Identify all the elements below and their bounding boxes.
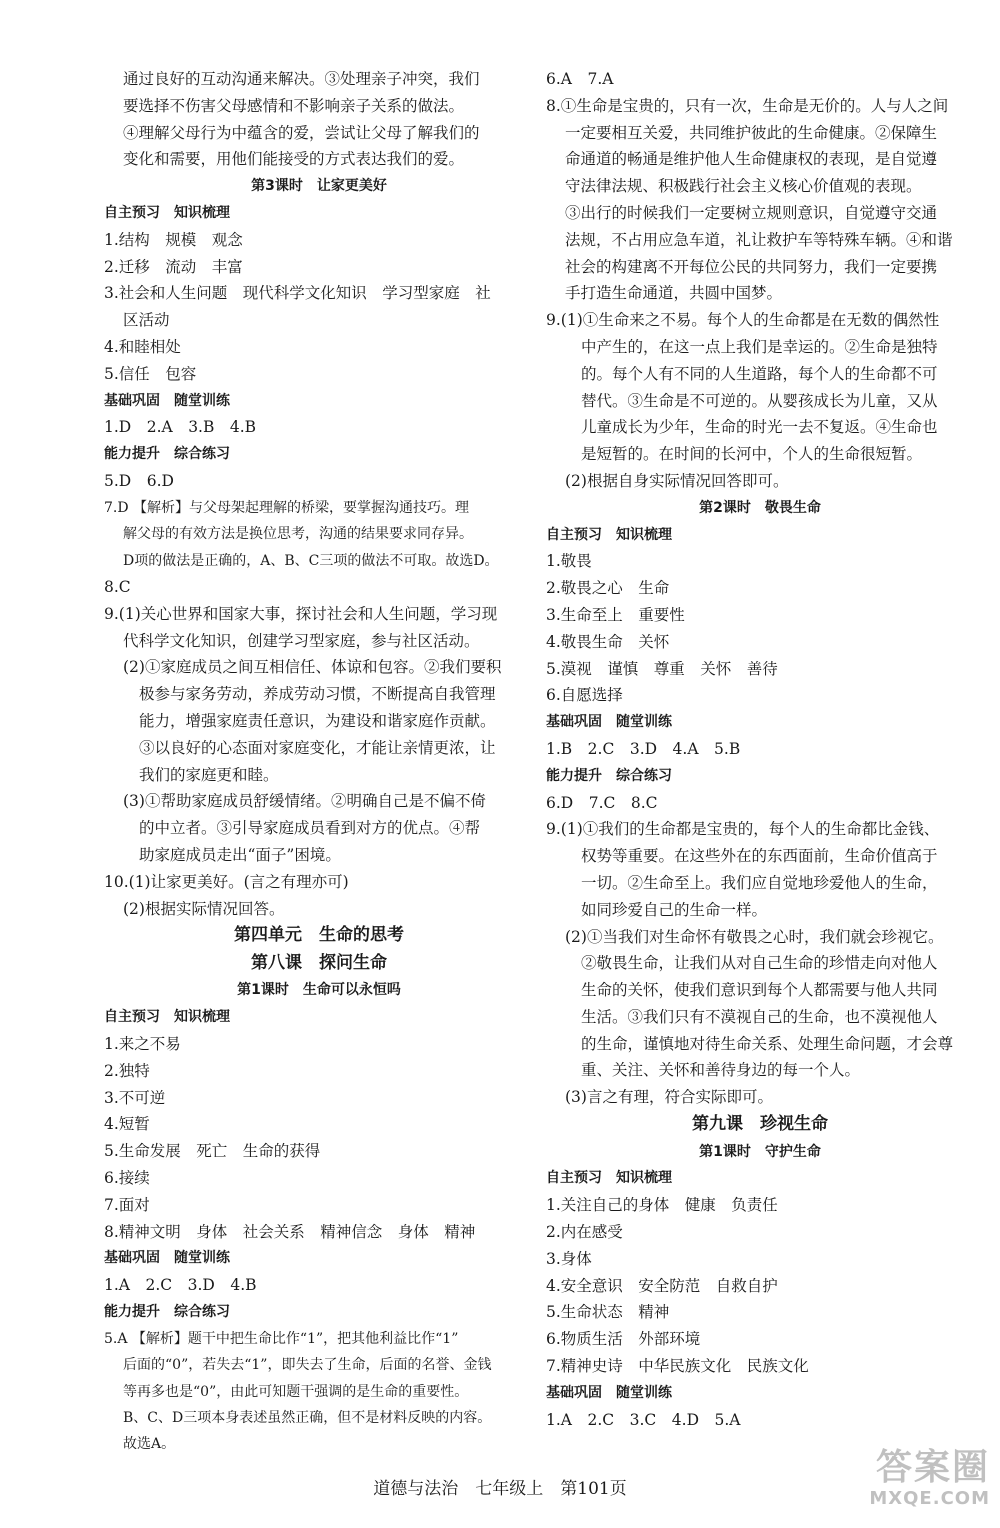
answer-line: 5.生命发展 死亡 生命的获得 (104, 1142, 321, 1161)
answer-line: 的中立者。③引导家庭成员看到对方的优点。④帮 (139, 819, 481, 838)
answer-line: 故选A。 (123, 1436, 176, 1453)
section-heading: 自主预习 知识梳理 (104, 1009, 230, 1026)
answer-line: B、C、D三项本身表述虽然正确，但不是材料反映的内容。 (123, 1409, 492, 1426)
section-title: 第2课时 敬畏生命 (699, 499, 821, 516)
section-heading: 自主预习 知识梳理 (546, 526, 672, 543)
answer-line: 1.关注自己的身体 健康 负责任 (546, 1196, 778, 1215)
watermark-url: MXQE.COM (869, 1488, 990, 1509)
answer-line: 3.社会和人生问题 现代科学文化知识 学习型家庭 社 (104, 284, 491, 303)
answer-line: 8.精神文明 身体 社会关系 精神信念 身体 精神 (104, 1222, 476, 1241)
section-title: 第1课时 生命可以永恒吗 (237, 982, 401, 999)
section-heading: 基础巩固 随堂训练 (546, 1384, 672, 1401)
answer-line: ③以良好的心态面对家庭变化，才能让亲情更浓，让 (139, 738, 496, 757)
answer-line: 生活。③我们只有不漠视自己的生命，也不漠视他人 (581, 1007, 938, 1026)
section-heading: 自主预习 知识梳理 (104, 204, 230, 221)
answer-line: 如同珍爱自己的生命一样。 (581, 900, 768, 919)
answer-line: D项的做法是正确的，A、B、C三项的做法不可取。故选D。 (123, 552, 499, 569)
answer-line: 1.A 2.C 3.D 4.B (104, 1276, 257, 1295)
section-heading: 能力提升 综合练习 (104, 446, 230, 463)
answer-line: 8.①生命是宝贵的，只有一次，生命是无价的。人与人之间 (546, 96, 949, 115)
answer-line: ②敬畏生命，让我们从对自己生命的珍惜走向对他人 (581, 954, 938, 973)
answer-line: 助家庭成员走出“面子”困境。 (139, 845, 341, 864)
answer-line: 9.(1)①我们的生命都是宝贵的，每个人的生命都比金钱、 (546, 820, 940, 839)
answer-line: 2.敬畏之心 生命 (546, 579, 670, 598)
section-heading: 基础巩固 随堂训练 (546, 714, 672, 731)
answer-line: 等再多也是“0”，由此可知题干强调的是生命的重要性。 (123, 1383, 469, 1400)
answer-line: 4.和睦相处 (104, 337, 181, 356)
answer-line: ④理解父母行为中蕴含的爱，尝试让父母了解我们的 (123, 123, 480, 142)
answer-line: 替代。③生命是不可逆的。从婴孩成长为儿童，又从 (581, 391, 938, 410)
answer-line: 9.(1)关心世界和国家大事，探讨社会和人生问题，学习现 (104, 604, 498, 623)
answer-line: 中产生的，在这一点上我们是幸运的。②生命是独特 (581, 337, 938, 356)
answer-line: 变化和需要，用他们能接受的方式表达我们的爱。 (123, 150, 465, 169)
answer-line: 10.(1)让家更美好。(言之有理亦可) (104, 872, 349, 891)
answer-line: 能力，增强家庭责任意识，为建设和谐家庭作贡献。 (139, 711, 496, 730)
answer-line: 生命的关怀，使我们意识到每个人都需要与他人共同 (581, 981, 938, 1000)
answer-line: 代科学文化知识，创建学习型家庭，参与社区活动。 (123, 631, 480, 650)
answer-line: 2.迁移 流动 丰富 (104, 257, 243, 276)
answer-line: 5.A 【解析】题干中把生命比作“1”，把其他利益比作“1” (104, 1330, 459, 1347)
answer-line: 7.面对 (104, 1195, 150, 1214)
answer-line: 2.内在感受 (546, 1222, 623, 1241)
answer-line: 社会的构建离不开每位公民的共同努力，我们一定要携 (565, 257, 938, 276)
answer-line: 儿童成长为少年，生命的时光一去不复返。④生命也 (581, 418, 938, 437)
answer-line: 1.结构 规模 观念 (104, 230, 243, 249)
answer-line: 5.生命状态 精神 (546, 1303, 670, 1322)
answer-line: 1.来之不易 (104, 1034, 181, 1053)
answer-line: 8.C (104, 577, 131, 596)
section-title: 第九课 珍视生命 (692, 1114, 828, 1135)
answer-line: 3.身体 (546, 1249, 592, 1268)
answer-line: 解父母的有效方法是换位思考，沟通的结果要求同存异。 (123, 526, 473, 543)
answer-line: 守法律法规、积极践行社会主义核心价值观的表现。 (565, 177, 922, 196)
section-heading: 能力提升 综合练习 (546, 767, 672, 784)
answer-line: 6.物质生活 外部环境 (546, 1330, 701, 1349)
answer-line: 一定要相互关爱，共同维护彼此的生命健康。②保障生 (565, 123, 938, 142)
answer-line: (3)①帮助家庭成员舒缓情绪。②明确自己是不偏不倚 (123, 792, 486, 811)
answer-line: 4.敬畏生命 关怀 (546, 632, 670, 651)
answer-line: ③出行的时候我们一定要树立规则意识，自觉遵守交通 (565, 203, 938, 222)
answer-line: 命通道的畅通是维护他人生命健康权的表现，是自觉遵 (565, 150, 938, 169)
answer-line: 手打造生命通道，共圆中国梦。 (565, 284, 783, 303)
answer-line: (2)根据自身实际情况回答即可。 (565, 471, 789, 490)
answer-line: 6.A 7.A (546, 70, 614, 88)
answer-line: 1.D 2.A 3.B 4.B (104, 418, 257, 437)
answer-line: 通过良好的互动沟通来解决。③处理亲子冲突，我们 (123, 70, 480, 88)
section-title: 第1课时 守护生命 (699, 1143, 821, 1160)
answer-line: 是短暂的。在时间的长河中，个人的生命很短暂。 (581, 445, 923, 464)
answer-line: 我们的家庭更和睦。 (139, 765, 279, 784)
answer-line: 6.自愿选择 (546, 686, 623, 705)
section-heading: 自主预习 知识梳理 (546, 1170, 672, 1187)
answer-line: 9.(1)①生命来之不易。每个人的生命都是在无数的偶然性 (546, 311, 940, 330)
answer-line: 4.短暂 (104, 1115, 150, 1134)
answer-line: 1.敬畏 (546, 552, 592, 571)
watermark-logo (830, 1448, 990, 1520)
answer-line: (2)①当我们对生命怀有敬畏之心时，我们就会珍视它。 (565, 927, 944, 946)
answer-line: 1.B 2.C 3.D 4.A 5.B (546, 739, 741, 758)
answer-line: 2.独特 (104, 1061, 150, 1080)
left-column (104, 66, 534, 1458)
answer-line: 3.不可逆 (104, 1088, 166, 1107)
answer-line: 的。每个人有不同的人生道路，每个人的生命都不可 (581, 364, 938, 383)
section-title: 第四单元 生命的思考 (234, 925, 404, 946)
answer-line: 要选择不伤害父母感情和不影响亲子关系的做法。 (123, 96, 465, 115)
answer-line: 7.D 【解析】与父母架起理解的桥梁，要掌握沟通技巧。理 (104, 499, 470, 516)
answer-line: 5.漠视 谨慎 尊重 关怀 善待 (546, 659, 778, 678)
page-footer: 道德与法治 七年级上 第101页 (373, 1479, 627, 1499)
section-heading: 能力提升 综合练习 (104, 1303, 230, 1320)
answer-line: 重、关注、关怀和善待身边的每一个人。 (581, 1061, 861, 1080)
answer-line: (2)根据实际情况回答。 (123, 899, 285, 918)
answer-line: 1.A 2.C 3.C 4.D 5.A (546, 1410, 741, 1429)
section-heading: 基础巩固 随堂训练 (104, 1250, 230, 1267)
answer-line: (3)言之有理，符合实际即可。 (565, 1088, 773, 1107)
section-title: 第八课 探问生命 (251, 952, 387, 973)
answer-line: 的生命，谨慎地对待生命关系、处理生命问题，才会尊 (581, 1034, 954, 1053)
section-title: 第3课时 让家更美好 (251, 178, 387, 195)
answer-line: 6.接续 (104, 1168, 150, 1187)
answer-line: 7.精神史诗 中华民族文化 民族文化 (546, 1356, 809, 1375)
answer-line: (2)①家庭成员之间互相信任、体谅和包容。②我们要积 (123, 658, 502, 677)
answer-line: 4.安全意识 安全防范 自救自护 (546, 1276, 778, 1295)
answer-line: 5.信任 包容 (104, 364, 197, 383)
answer-line: 后面的“0”，若失去“1”，即失去了生命，后面的名誉、金钱 (123, 1357, 492, 1374)
answer-line: 一切。②生命至上。我们应自觉地珍爱他人的生命， (581, 873, 938, 892)
answer-line: 6.D 7.C 8.C (546, 793, 658, 812)
answer-line: 区活动 (123, 311, 170, 330)
answer-line: 5.D 6.D (104, 471, 174, 490)
right-column (546, 66, 974, 1433)
answer-line: 3.生命至上 重要性 (546, 605, 685, 624)
answer-line: 权势等重要。在这些外在的东西面前，生命价值高于 (581, 847, 938, 866)
answer-line: 法规，不占用应急车道，礼让救护车等特殊车辆。④和谐 (565, 230, 953, 249)
watermark-title: 答案圈 (875, 1447, 990, 1488)
answer-line: 极参与家务劳动，养成劳动习惯，不断提高自我管理 (139, 685, 496, 704)
section-heading: 基础巩固 随堂训练 (104, 392, 230, 409)
